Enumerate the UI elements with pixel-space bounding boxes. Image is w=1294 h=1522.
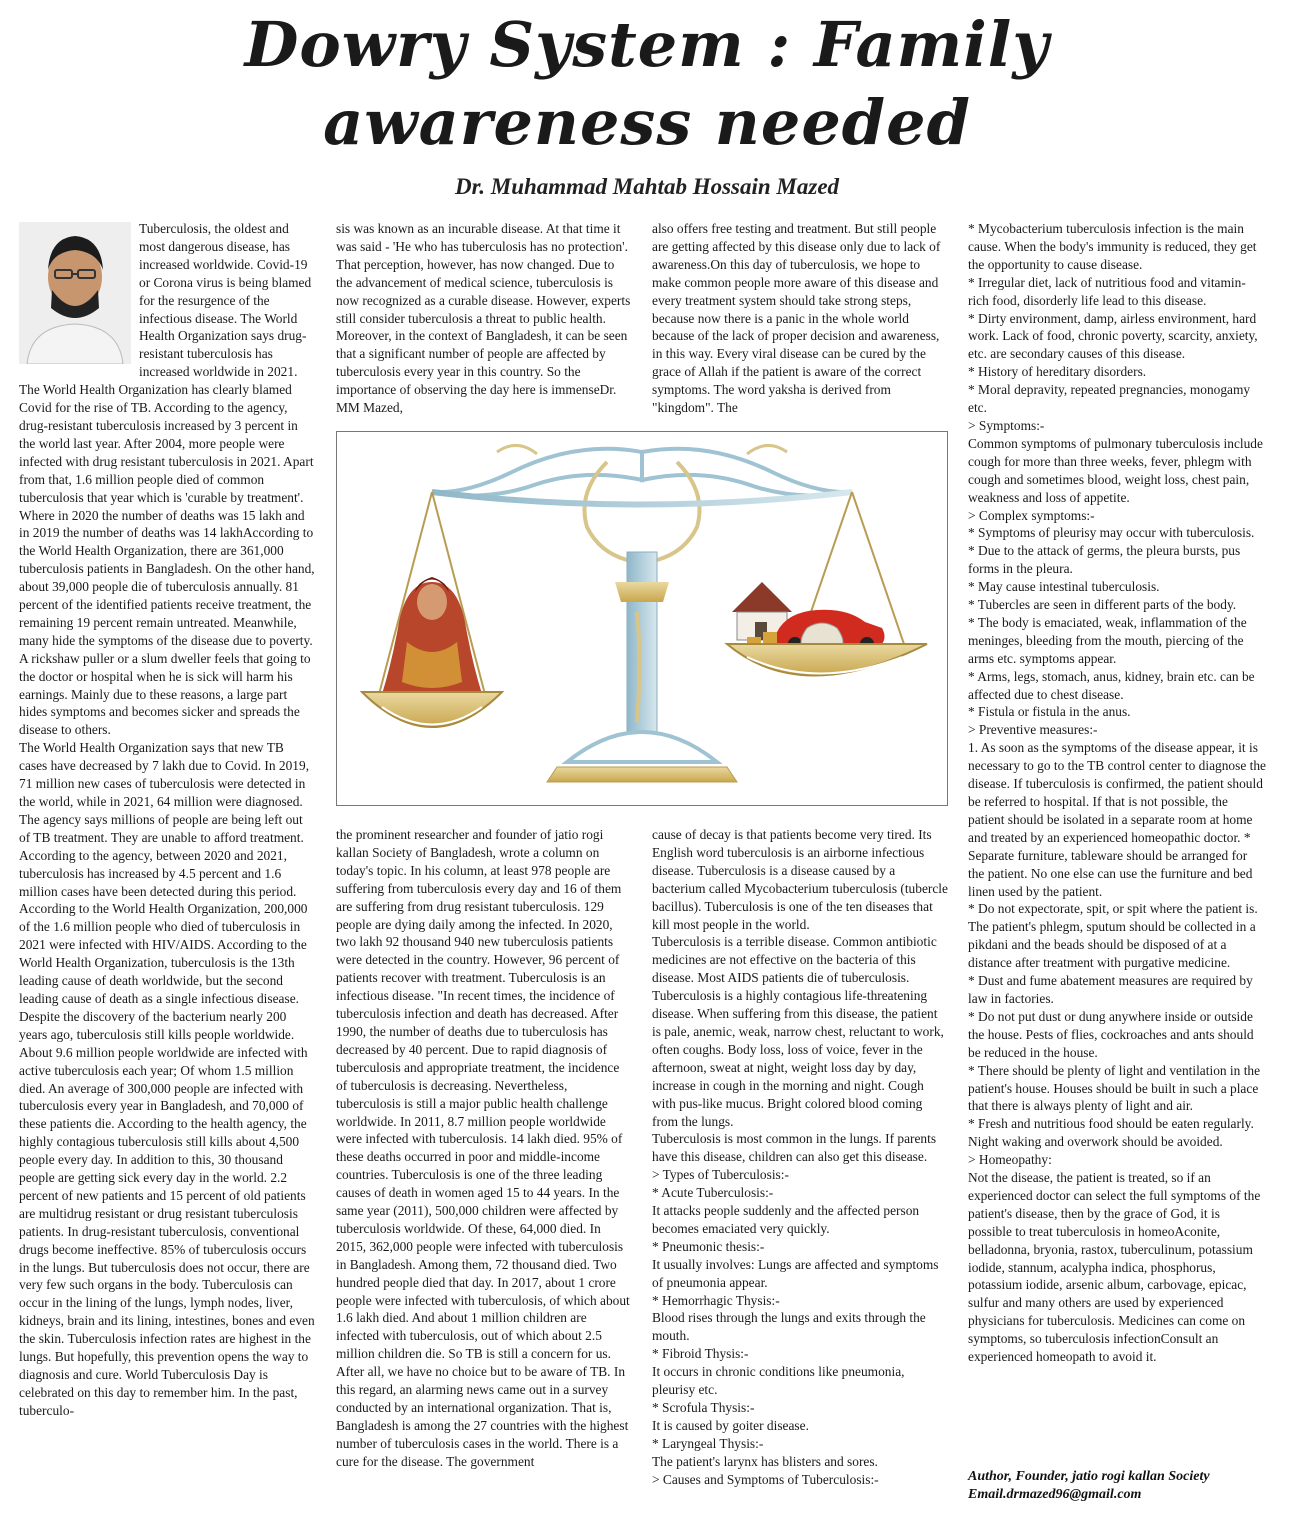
- dowry-scales-illustration: [336, 431, 948, 806]
- column-1-text: Tuberculosis, the oldest and most dangerous disease, has increased worldwide. Covid-19 or Corona virus is being blamed for the resurgence of the infectious disease. The World Health Organization says drug-resistant tuberculosis has increased worldwide in 2021. The World Health Organization has clearly blamed Covid for the rise of TB. According to the agency, drug-resistant tuberculosis increased by 3 percent in the world last year. After 2004, more people were infected with drug resistant tuberculosis in 2021. Apart from that, 1.6 million people died of common tuberculosis that year which is 'curable by treatment'. Where in 2020 the number of deaths was 15 lakh and in 2019 the number of deaths was 14 lakhAccording to the World Health Organization, there are 361,000 tuberculosis patients in Bangladesh. On the other hand, about 39,000 people die of tuberculosis annually. 81 percent of the identified patients receive treatment, the remaining 19 percent remain untreated. Meanwhile, many hide the symptoms of the disease due to poverty. A rickshaw puller or a slum dweller feels that going to the doctor or hospital when he is sick will harm his earnings. Mainly due to these reasons, a large part hides symptoms and becomes sicker and spreads the disease to others. The World Health Organization says that new TB cases have decreased by 7 lakh due to Covid. In 2019, 71 million new cases of tuberculosis were detected in the world, while in 2021, 64 million were diagnosed. The agency says millions of people are being left out of TB treatment. They are unable to afford treatment. According to the agency, between 2020 and 2021, tuberculosis has increased by 4.5 percent and 1.6 million cases have been detected during this period. According to the World Health Organization, 200,000 of the 1.6 million people who died of tuberculosis in 2021 were infected with HIV/AIDS. According to the World Health Organization, tuberculosis is the 13th leading cause of death worldwide, but the second leading cause of death as a single infectious disease. Despite the discovery of the bacterium nearly 200 years ago, tuberculosis still kills people worldwide. About 9.6 million people worldwide are infected with active tuberculosis each year; Of whom 1.5 million died. An average of 300,000 people are infected with tuberculosis every year in Bangladesh, and 70,000 of these patients die. According to the health agency, the highly contagious tuberculosis still kills about 4,500 people every day. In addition to this, 30 thousand people are getting sick every day in the world. 2.2 percent of new patients and 15 percent of old patients are multidrug resistant or drug resistant tuberculosis patients. In drug-resistant tuberculosis, conventional drugs become ineffective. 85% of tuberculosis occurs in the lungs. But tuberculosis does not occur, there are very few such organs in the body. Tuberculosis can occur in the lining of the lungs, lymph nodes, liver, kidneys, brain and its lining, intestines, bones and even the skin. Tuberculosis infection rates are highest in the lungs. But hopefully, this prevention opens the way to diagnosis and cure. World Tuberculosis Day is celebrated on this day to remember him. In the past, tuberculo-: [19, 221, 315, 1418]
- article-column-2-bottom: [336, 826, 632, 1512]
- author-credit: Author, Founder, jatio rogi kallan Society: [968, 1469, 1210, 1484]
- headline: [0, 6, 1294, 162]
- portrait-icon: [19, 222, 131, 364]
- article-column-2-top: [336, 220, 632, 416]
- article-column-4: [968, 220, 1266, 1455]
- headline-line-1: Dowry System : Family: [244, 8, 1050, 81]
- article-column-3-bottom: [652, 826, 948, 1512]
- column-2-top-text: sis was known as an incurable disease. At that time it was said - 'He who has tuberculosis has no protection'. That perception, however, has now changed. Due to the advancement of medical science, tuberculosis is now recognized as a curable disease. However, experts still consider tuberculosis a threat to public health. Moreover, in the context of Bangladesh, it can be seen that a significant number of people are affected by tuberculosis every year in this country. So the importance of observing the day here is immenseDr. MM Mazed,: [336, 221, 631, 416]
- column-3-top-text: also offers free testing and treatment. But still people are getting affected by this disease only due to lack of awareness.On this day of tuberculosis, we hope to make common people more aware of this disease and every treatment system should take strong steps, because now there is a panic in the whole world because of the lack of proper decision and awareness, in this way. Every viral disease can be cured by the grace of Allah if the patient is aware of the correct symptoms. The word yaksha is derived from "kingdom". The: [652, 221, 941, 416]
- headline-line-2: awareness needed: [323, 86, 971, 159]
- author-portrait: [19, 222, 131, 364]
- article-column-3-top: [652, 220, 948, 416]
- article-column-1: [19, 220, 315, 1510]
- column-3-bottom-text: cause of decay is that patients become very tired. Its English word tuberculosis is an airborne infectious disease. Tuberculosis is a disease caused by a bacterium called Mycobacterium tuberculosis (tubercle bacillus). Tuberculosis is one of the ten diseases that kill most people in the world. Tuberculosis is a terrible disease. Common antibiotic medicines are not effective on the bacteria of this disease. Most AIDS patients die of tuberculosis. Tuberculosis is a highly contagious life-threatening disease. When suffering from this disease, the patient is pale, anemic, weak, narrow chest, reluctant to work, often coughs. Body loss, loss of voice, fever in the afternoon, sweat at night, weight loss day by day, increase in cough in the morning and night. Cough with pus-like mucus. Bright colored blood coming from the lungs. Tuberculosis is most common in the lungs. If parents have this disease, children can also get this disease. > Types of Tuberculosis:- * Acute Tuberculosis:- It attacks people suddenly and the affected person becomes emaciated very quickly. * Pneumonic thesis:- It usually involves: Lungs are affected and symptoms of pneumonia appear. * Hemorrhagic Thysis:- Blood rises through the lungs and exits through the mouth. * Fibroid Thysis:- It occurs in chronic conditions like pneumonia, pleurisy etc. * Scrofula Thysis:- It is caused by goiter disease. * Laryngeal Thysis:- The patient's larynx has blisters and sores. > Causes and Symptoms of Tuberculosis:-: [652, 827, 948, 1487]
- author-footer: [968, 1468, 1268, 1504]
- scales-icon: [337, 432, 947, 805]
- column-2-bottom-text: the prominent researcher and founder of jatio rogi kallan Society of Bangladesh, wrote a column on today's topic. In his column, at least 978 people are suffering from tuberculosis every day and 16 of them are suffering from drug resistant tuberculosis. 129 people are dying daily among the infected. In 2020, two lakh 92 thousand 940 new tuberculosis patients were detected in the country. However, 96 percent of patients recover with treatment. Tuberculosis is an infectious disease. "In recent times, the incidence of tuberculosis infection and death has decreased. After 1990, the number of deaths due to tuberculosis has decreased by 40 percent. Due to rapid diagnosis of tuberculosis and appropriate treatment, the incidence of tuberculosis is decreasing. Nevertheless, tuberculosis is still a major public health challenge worldwide. In 2011, 8.7 million people worldwide were infected with tuberculosis. 14 lakh died. 95% of these deaths occurred in poor and middle-income countries. Tuberculosis is one of the three leading causes of death in women aged 15 to 44 years. In the same year (2011), 500,000 children were affected by tuberculosis worldwide. Of these, 64,000 died. In 2015, 362,000 people were infected with tuberculosis in Bangladesh. Among them, 72 thousand died. Two hundred people died that day. In 2017, about 1 crore people were infected with tuberculosis, of which about 1.6 lakh died. And about 1 million children are infected with tuberculosis, out of which about 2.5 million children die. So TB is still a concern for us. After all, we have no choice but to be aware of TB. In this regard, an alarming news came out in a survey conducted by an international organization. That is, Bangladesh is among the 27 countries with the highest number of tuberculosis cases in the world. There is a cure for the disease. The government: [336, 827, 630, 1469]
- byline: Dr. Muhammad Mahtab Hossain Mazed: [454, 174, 840, 199]
- author-email: Email.drmazed96@gmail.com: [968, 1487, 1142, 1502]
- column-4-text: * Mycobacterium tuberculosis infection is the main cause. When the body's immunity is reduced, they get the opportunity to cause disease. * Irregular diet, lack of nutritious food and vitamin-rich food, disorderly life lead to this disease. * Dirty environment, damp, airless environment, hard work. Lack of food, chronic poverty, scarcity, anxiety, etc. are secondary causes of this disease. * History of hereditary disorders. * Moral depravity, repeated pregnancies, monogamy etc. > Symptoms:- Common symptoms of pulmonary tuberculosis include cough for more than three weeks, fever, phlegm with cough and sometimes blood, weight loss, chest pain, weakness and loss of appetite. > Complex symptoms:- * Symptoms of pleurisy may occur with tuberculosis. * Due to the attack of germs, the pleura bursts, pus forms in the pleura. * May cause intestinal tuberculosis. * Tubercles are seen in different parts of the body. * The body is emaciated, weak, inflammation of the meninges, bleeding from the mouth, piercing of the arms etc. symptoms appear. * Arms, legs, stomach, anus, kidney, brain etc. can be affected due to chest disease. * Fistula or fistula in the anus. > Preventive measures:- 1. As soon as the symptoms of the disease appear, it is necessary to go to the TB control center to diagnose the disease. If tuberculosis is confirmed, the patient should be referred to hospital. If that is not possible, the patient should be isolated in a separate room at home and treated by an experienced homeopathic doctor. * Separate furniture, tableware should be arranged for the patient. No one else can use the furniture and bed linen used by the patient. * Do not expectorate, spit, or spit where the patient is. The patient's phlegm, sputum should be collected in a pikdani and the beads should be disposed of at a distance after treatment with purgative medicine. * Dust and fume abatement measures are required by law in factories. * Do not put dust or dung anywhere inside or outside the house. Pests of flies, cockroaches and ants should be reduced in the house. * There should be plenty of light and ventilation in the patient's house. Houses should be built in such a place that there is always plenty of light and air. * Fresh and nutritious food should be eaten regularly. Night waking and overwork should be avoided. > Homeopathy: Not the disease, the patient is treated, so if an experienced doctor can select the full symptoms of the patient's disease, then by the grace of God, it is possible to treat tuberculosis in homeoAconite, belladonna, bryonia, rastox, tuberculinum, potassium iodide, stannum, acalypha indica, phosphorus, potassium iodide, arsenic album, carbovage, epicac, sulfur and many others are used by experienced physicians for tuberculosis. Medicines can come on symptoms, so tuberculosis infectionConsult an experienced homeopath to avoid it.: [968, 221, 1266, 1365]
